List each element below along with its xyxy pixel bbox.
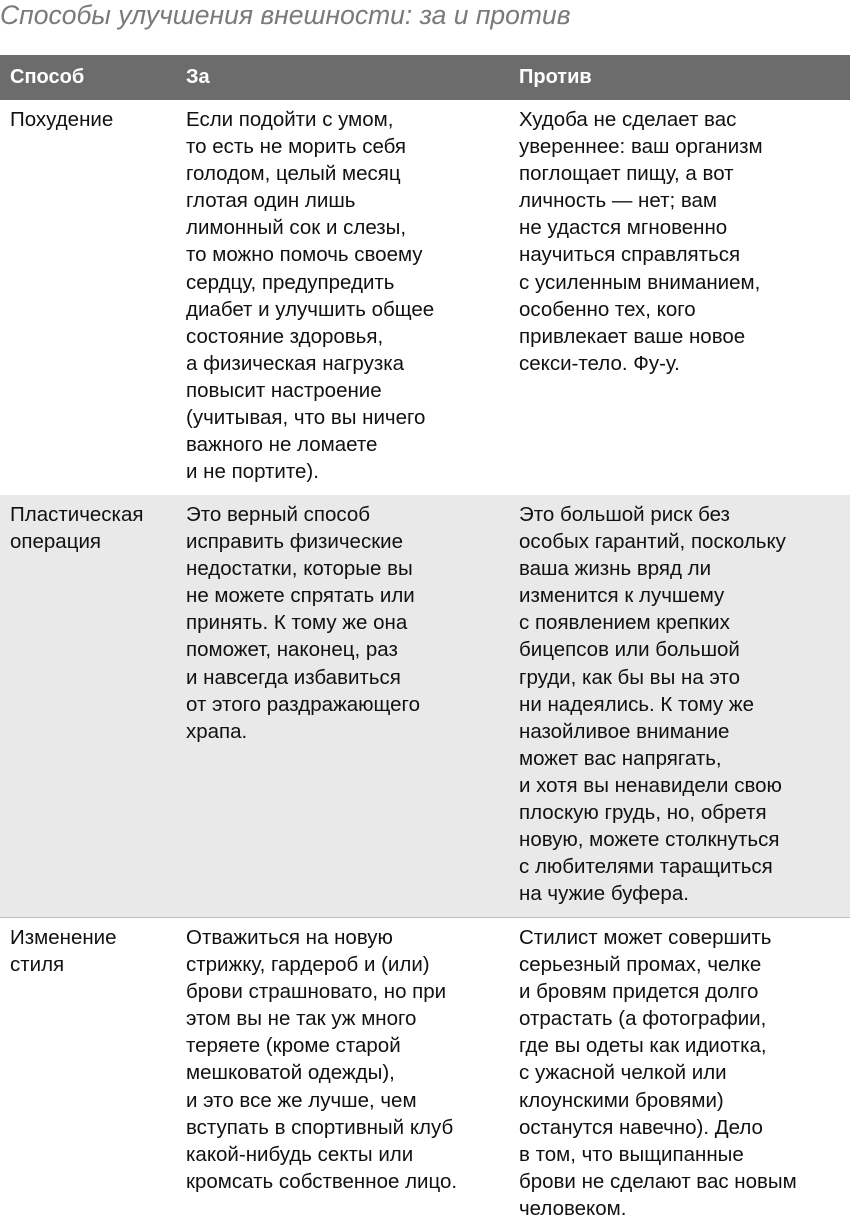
cell-con: Стилист может совершить серьезный промах, челке и бровям придется долго отрастать (а фотографии, где вы одеты как идиотка, с ужасной челкой или клоунскими бровями) останутся навечно). Дело в том, что выщипанные брови не сделают вас новым человеком. xyxy=(519,926,797,1220)
cell-method: Пластическая операция xyxy=(10,503,144,554)
cell-method: Изменение стиля xyxy=(10,926,117,977)
cell-method: Похудение xyxy=(10,108,114,131)
column-header-con: Против xyxy=(519,66,592,88)
cell-pro: Это верный способ исправить физические недостатки, которые вы не можете спрятать или принять. К тому же она поможет, наконец, раз и навсегда избавиться от этого раздражающего храпа. xyxy=(186,503,420,743)
cell-pro: Отважиться на новую стрижку, гардероб и (или) брови страшновато, но при этом вы не так уж много теряете (кроме старой мешковатой одежды), и это все же лучше, чем вступать в спортивный клуб какой-нибудь секты или кромсать собственное лицо. xyxy=(186,926,458,1193)
table-row xyxy=(0,918,850,1219)
column-header-pro: За xyxy=(186,66,210,88)
table-header xyxy=(0,55,850,100)
cell-con: Худоба не сделает вас увереннее: ваш организм поглощает пищу, а вот личность — нет; вам не удастся мгновенно научиться справляться с усиленным вниманием, особенно тех, кого привлекает ваше новое секси-тело. Фу-у. xyxy=(519,108,763,375)
cell-pro: Если подойти с умом, то есть не морить себя голодом, целый месяц глотая один лишь лимонный сок и слезы, то можно помочь своему сердцу, предупредить диабет и улучшить общее состояние здоровья, а физическая нагрузка повысит настроение (учитывая, что вы ничего важного не ломаете и не портите). xyxy=(186,108,435,484)
table-row xyxy=(0,100,850,495)
column-header-method: Способ xyxy=(10,66,85,88)
cell-con: Это большой риск без особых гарантий, поскольку ваша жизнь вряд ли изменится к лучшему с появлением крепких бицепсов или большой груди, как бы вы на это ни надеялись. К тому же назойливое внимание может вас напрягать, и хотя вы ненавидели свою плоскую грудь, но, обретя новую, можете столкнуться с любителями таращиться на чужие буфера. xyxy=(519,503,786,906)
page-title: Способы улучшения внешности: за и против xyxy=(0,0,571,30)
table-row xyxy=(0,495,850,917)
